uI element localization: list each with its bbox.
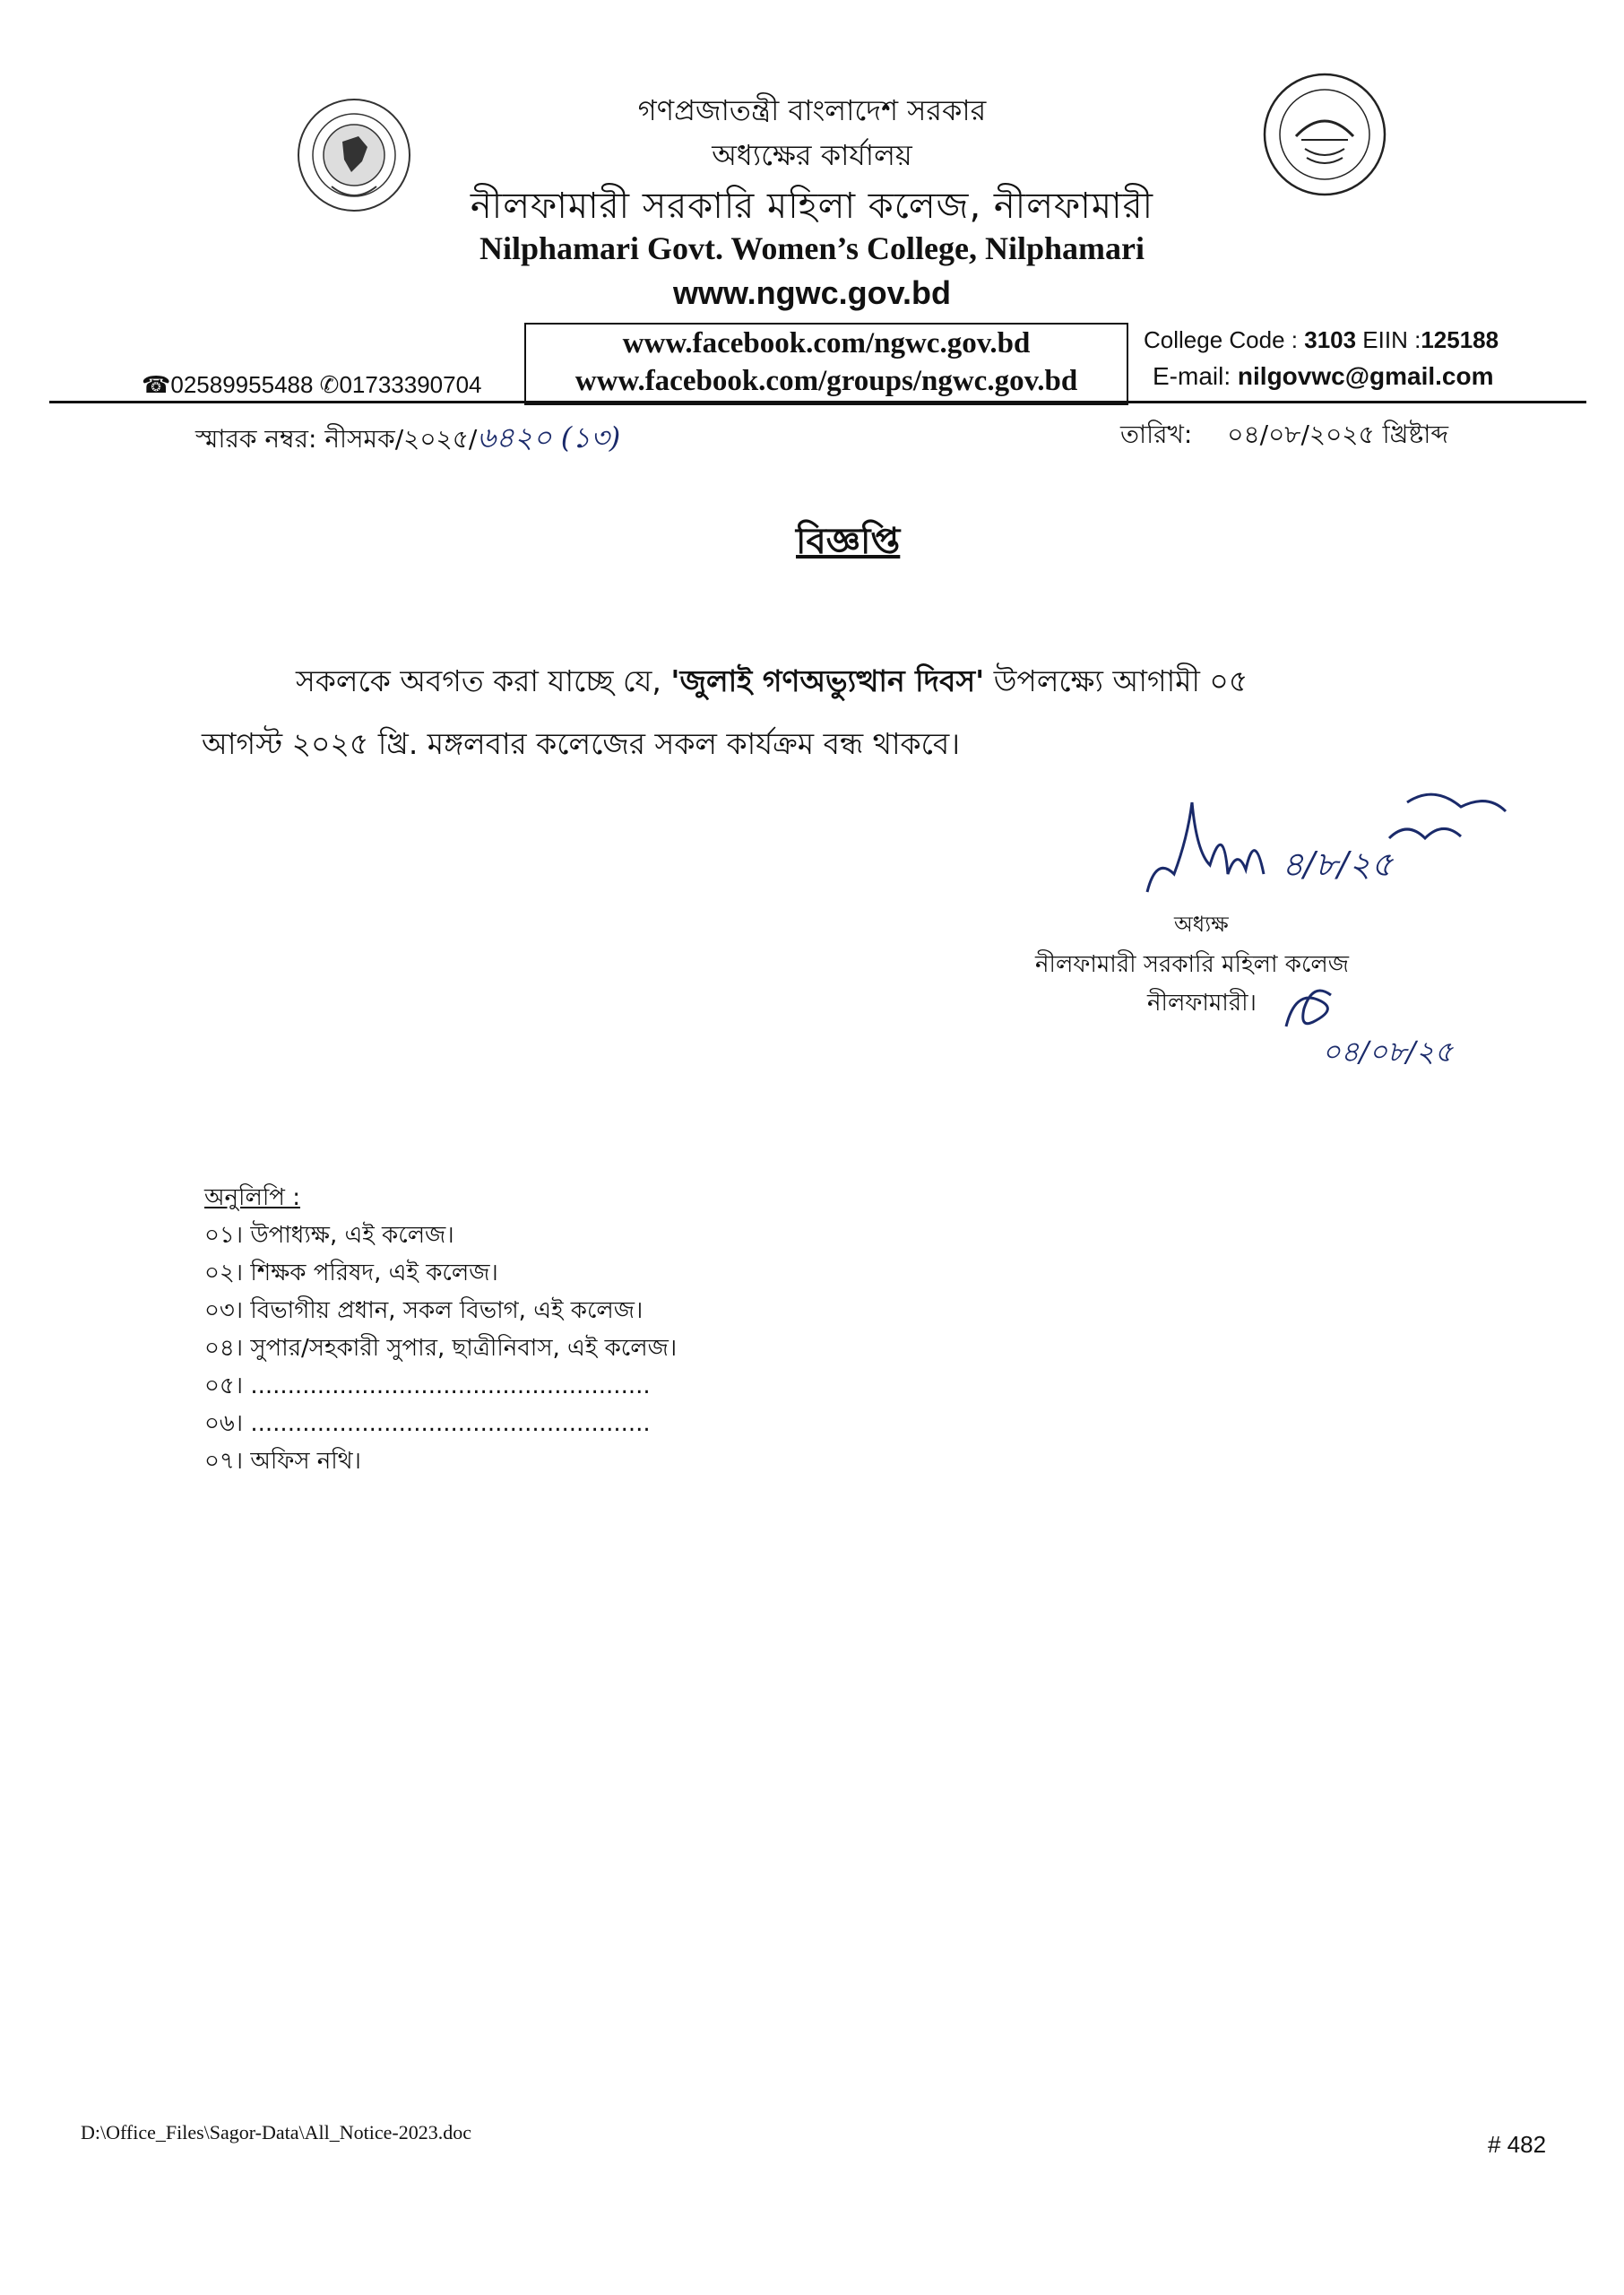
memo-date-label: তারিখ: <box>1120 420 1193 449</box>
notice-text-after: উপলক্ষ্যে আগামী ০৫ <box>984 663 1248 698</box>
college-code-value: 3103 <box>1304 326 1357 353</box>
signatory-org: নীলফামারী সরকারি মহিলা কলেজ <box>1035 951 1350 978</box>
email-label: E-mail: <box>1153 362 1238 390</box>
eiin-value: 125188 <box>1421 326 1499 353</box>
government-title: গণপ্রজাতন্ত্রী বাংলাদেশ সরকার <box>637 93 987 127</box>
memo-date <box>1120 415 1448 457</box>
notice-heading: বিজ্ঞপ্তি <box>796 521 901 562</box>
college-code-line <box>1144 326 1499 354</box>
memo-number <box>195 415 620 463</box>
list-item: ০৬। ...................................................... <box>204 1410 651 1437</box>
header-divider <box>49 401 1586 403</box>
list-item: ০৪। সুপার/সহকারী সুপার, ছাত্রীনিবাস, এই কলেজ। <box>204 1335 678 1362</box>
initial-date: ০৪/০৮/২৫ <box>1322 1035 1454 1069</box>
notice-text-bold: 'জুলাই গণঅভ্যুত্থান দিবস' <box>670 663 985 698</box>
list-item: ০২। শিক্ষক পরিষদ, এই কলেজ। <box>204 1260 498 1286</box>
signature-date: ৪/৮/২৫ <box>1282 844 1394 884</box>
college-name-en: Nilphamari Govt. Women’s College, Nilphamari <box>479 230 1145 266</box>
facebook-page-link[interactable]: www.facebook.com/ngwc.gov.bd <box>622 327 1031 359</box>
memo-date-value: ০৪/০৮/২০২৫ খ্রিষ্টাব্দ <box>1227 420 1448 449</box>
website-link[interactable]: www.ngwc.gov.bd <box>673 274 951 311</box>
college-name-bn: নীলফামারী সরকারি মহিলা কলেজ, নীলফামারী <box>470 186 1154 227</box>
office-title: অধ্যক্ষের কার্যালয় <box>712 138 912 172</box>
signatory-place: নীলফামারী। <box>1147 990 1257 1017</box>
list-item: ০৩। বিভাগীয় প্রধান, সকল বিভাগ, এই কলেজ। <box>204 1297 644 1324</box>
phone-numbers: ☎02589955488 ✆01733390704 <box>142 371 482 398</box>
list-item: ০১। উপাধ্যক্ষ, এই কলেজ। <box>204 1222 454 1249</box>
signatory-title: অধ্যক্ষ <box>1174 912 1229 937</box>
copies-list <box>204 1217 677 1480</box>
copies-heading: অনুলিপি : <box>204 1184 300 1211</box>
memo-label: স্মারক নম্বর: নীসমক/২০২৫/ <box>195 424 478 454</box>
college-code-label: College Code : <box>1144 326 1305 353</box>
email-value[interactable]: nilgovwc@gmail.com <box>1237 362 1494 390</box>
list-item: ০৫। ...................................................... <box>204 1373 651 1399</box>
facebook-group-link[interactable]: www.facebook.com/groups/ngwc.gov.bd <box>574 365 1078 397</box>
eiin-label: EIIN : <box>1356 326 1421 353</box>
email-line <box>1153 362 1493 391</box>
file-path: D:\Office_Files\Sagor-Data\All_Notice-2023.doc <box>81 2121 471 2143</box>
notice-body-line-2: আগস্ট ২০২৫ খ্রি. মঙ্গলবার কলেজের সকল কার্যক্রম বন্ধ থাকবে। <box>202 726 961 761</box>
notice-body-line-1 <box>296 650 1497 713</box>
list-item: ০৭। অফিস নথি। <box>204 1448 361 1475</box>
notice-text-before: সকলকে অবগত করা যাচ্ছে যে, <box>296 663 671 698</box>
page-number: # 482 <box>1488 2131 1547 2158</box>
facebook-links-box <box>524 323 1128 405</box>
memo-handwritten-number: ৬৪২০ (১৩) <box>477 420 621 455</box>
